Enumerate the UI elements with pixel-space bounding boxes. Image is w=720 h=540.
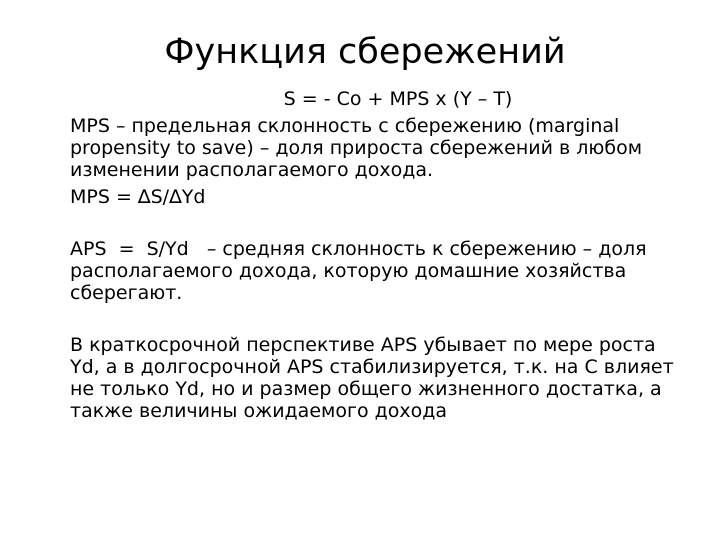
aps-note: В краткосрочной перспективе APS убывает по мере роста Yd, а в долгосрочной APS стабилизируется, т.к. на C влияет не только Yd, но и размер общего жизненного достатка, а также величины ожидаемого дохода — [70, 334, 674, 422]
mps-formula: MPS = ∆S/∆Yd — [70, 186, 206, 208]
slide-title: Функция сбережений — [164, 32, 566, 72]
aps-definition: APS = S/Yd – средняя склонность к сбережению – доля располагаемого дохода, которую домашние хозяйства сберегают. — [70, 238, 653, 304]
slide-body — [70, 88, 678, 422]
mps-definition: MPS – предельная склонность с сбережению (marginal propensity to save) – доля прироста сбережений в любом изменении располагаемого дохода. — [70, 115, 643, 181]
savings-formula: S = - Co + MPS x (Y – T) — [283, 88, 513, 110]
